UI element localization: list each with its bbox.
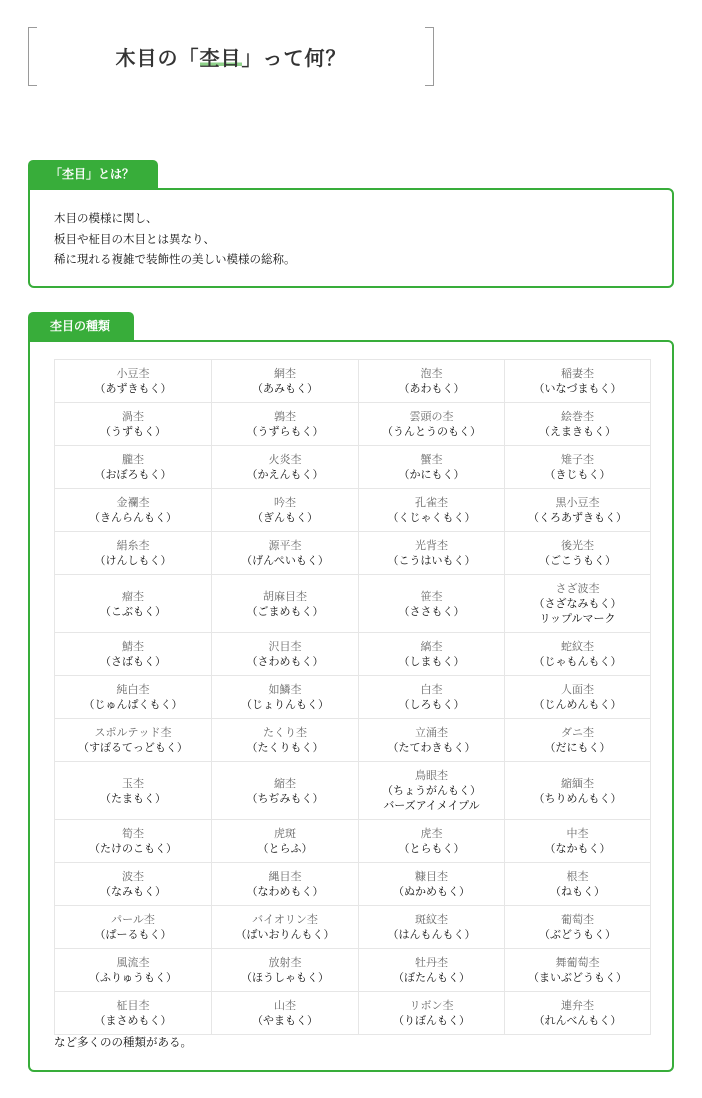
type-name: 中杢 (566, 827, 589, 840)
type-reading: （とらふ） (257, 842, 313, 855)
type-name: 波杢 (122, 870, 144, 883)
type-name: 雲頭の杢 (409, 410, 454, 423)
page-title-frame (28, 27, 434, 86)
table-row (55, 949, 651, 992)
table-cell (359, 762, 505, 820)
type-name: たくり杢 (263, 726, 307, 739)
type-name: 吟杢 (274, 496, 296, 509)
table-cell (505, 949, 651, 992)
title-suffix: 」って何？ (241, 46, 347, 70)
type-reading: （ささもく） (398, 604, 465, 618)
type-reading: （なわめもく） (246, 885, 324, 898)
type-reading: （ちりめんもく） (533, 791, 622, 805)
type-reading: （たけのこもく） (89, 842, 177, 855)
table-cell (212, 489, 359, 532)
table-cell (212, 762, 359, 820)
table-cell (359, 575, 505, 633)
type-reading: （なかもく） (544, 842, 611, 855)
type-name: 葡萄杢 (561, 913, 594, 926)
definition-box (28, 188, 674, 288)
table-cell (55, 403, 212, 446)
type-name: 光背杢 (415, 539, 448, 552)
table-row (55, 906, 651, 949)
type-reading: （うずもく） (100, 425, 166, 438)
type-name: 立涌杢 (415, 726, 448, 739)
type-name: 鶉杢 (274, 410, 296, 423)
type-reading: （あわもく） (398, 382, 465, 395)
type-reading: （たてわきもく） (387, 741, 476, 754)
table-cell (55, 446, 212, 489)
type-reading: （けんしもく） (94, 554, 172, 567)
types-tab-label: 杢目の種類 (28, 312, 134, 340)
type-name: 縄目杢 (268, 870, 302, 883)
type-name: 雉子杢 (561, 453, 594, 466)
table-cell (55, 906, 212, 949)
type-reading: （ちぢみもく） (246, 791, 324, 805)
table-row (55, 820, 651, 863)
table-cell (212, 719, 359, 762)
table-cell (359, 906, 505, 949)
type-reading: （じゅんぱくもく） (83, 698, 183, 711)
type-name: 鯖杢 (122, 640, 144, 653)
table-cell (505, 762, 651, 820)
type-name: 純白杢 (116, 683, 150, 696)
type-name: 胡麻目杢 (263, 589, 307, 603)
type-reading: （しろもく） (398, 698, 465, 711)
type-name: 孔雀杢 (415, 496, 448, 509)
type-reading: （ごまめもく） (246, 604, 324, 618)
types-box (28, 340, 674, 1072)
type-reading: （うずらもく） (246, 425, 324, 438)
type-name: パール杢 (111, 913, 155, 926)
table-cell (359, 489, 505, 532)
type-name: 絵巻杢 (561, 410, 594, 423)
table-row (55, 863, 651, 906)
type-reading: （げんぺいもく） (241, 554, 329, 567)
type-reading: （かにもく） (398, 468, 465, 481)
definition-text (54, 208, 296, 270)
type-reading: （やまもく） (252, 1014, 318, 1027)
type-name: 沢目杢 (268, 640, 302, 653)
table-cell (212, 906, 359, 949)
table-row (55, 489, 651, 532)
type-name: 稲妻杢 (561, 367, 594, 380)
table-cell (212, 403, 359, 446)
table-cell (359, 532, 505, 575)
table-cell (505, 676, 651, 719)
type-reading: （くろあずきもく） (528, 511, 627, 524)
table-cell (359, 820, 505, 863)
type-reading: （ぼたんもく） (393, 971, 470, 984)
type-name: 山杢 (274, 999, 296, 1012)
table-cell (55, 719, 212, 762)
table-cell (505, 575, 651, 633)
table-cell (505, 633, 651, 676)
type-name: 源平杢 (268, 539, 302, 552)
type-name: 如鱗杢 (268, 683, 302, 696)
type-reading: （りぼんもく） (393, 1014, 470, 1027)
type-reading: （くじゃくもく） (387, 511, 476, 524)
type-name: 牡丹杢 (415, 956, 448, 969)
type-name: 放射杢 (268, 956, 302, 969)
type-reading: （ぶどうもく） (539, 928, 616, 941)
type-name: 舞葡萄杢 (555, 956, 600, 969)
type-name: 虎杢 (420, 827, 443, 840)
type-name: 火炎杢 (268, 453, 302, 466)
table-cell (55, 992, 212, 1035)
table-cell (359, 633, 505, 676)
table-cell (212, 633, 359, 676)
type-reading: （こぶもく） (100, 604, 166, 618)
type-reading: （ぱーるもく） (94, 928, 172, 941)
type-reading: （こうはいもく） (387, 554, 476, 567)
type-reading: （ぎんもく） (252, 511, 318, 524)
type-name: 金襴杢 (116, 496, 150, 509)
type-reading: （いなづまもく） (533, 382, 622, 395)
table-row (55, 992, 651, 1035)
definition-line: 稀に現れる複雑で装飾性の美しい模様の総称。 (54, 252, 296, 266)
table-row (55, 446, 651, 489)
type-reading: （まいぶどうもく） (528, 971, 627, 984)
type-name: 瘤杢 (122, 589, 144, 603)
types-footer-note: など多くのの種類がある。 (54, 1035, 192, 1049)
table-cell (55, 532, 212, 575)
type-reading: （まさめもく） (94, 1014, 172, 1027)
type-name: 蟹杢 (420, 453, 443, 466)
type-reading: （はんもんもく） (387, 928, 476, 941)
type-name: 朧杢 (122, 453, 144, 466)
type-reading: （さばもく） (100, 655, 166, 668)
type-reading: （きんらんもく） (89, 511, 177, 524)
table-row (55, 633, 651, 676)
table-cell (212, 863, 359, 906)
type-name: 筍杢 (122, 827, 144, 840)
table-cell (505, 489, 651, 532)
title-highlight: 杢目 (199, 46, 242, 70)
table-cell (212, 532, 359, 575)
type-name: 根杢 (566, 870, 589, 883)
type-reading: （ばいおりんもく） (235, 928, 335, 941)
table-cell (212, 360, 359, 403)
table-cell (55, 575, 212, 633)
table-cell (505, 863, 651, 906)
type-reading: （たまもく） (100, 791, 166, 805)
table-cell (505, 906, 651, 949)
table-row (55, 360, 651, 403)
table-cell (55, 489, 212, 532)
type-reading: （あみもく） (252, 382, 318, 395)
type-name: 風流杢 (116, 956, 150, 969)
table-cell (55, 762, 212, 820)
table-cell (359, 403, 505, 446)
types-table-body (55, 360, 651, 1035)
table-cell (212, 575, 359, 633)
table-cell (359, 949, 505, 992)
type-reading: （なみもく） (100, 885, 166, 898)
table-row (55, 762, 651, 820)
type-name: さざ波杢 (555, 582, 600, 595)
type-name: 蛇紋杢 (561, 640, 594, 653)
type-name: 絹糸杢 (116, 539, 150, 552)
type-name: 連弁杢 (561, 999, 594, 1012)
table-cell (55, 949, 212, 992)
type-reading: （おぼろもく） (94, 468, 172, 481)
type-name: 白杢 (420, 683, 443, 696)
type-reading: （ねもく） (550, 885, 605, 898)
definition-line: 板目や柾目の木目とは異なり、 (54, 231, 215, 246)
type-name: バイオリン杢 (252, 913, 318, 926)
types-section (28, 312, 674, 1072)
table-cell (359, 676, 505, 719)
table-cell (359, 863, 505, 906)
table-row (55, 403, 651, 446)
type-reading: （じょりんもく） (241, 698, 329, 711)
type-name: ダニ杢 (561, 726, 594, 739)
type-reading: （さわめもく） (246, 655, 324, 668)
table-cell (212, 446, 359, 489)
type-reading: （しまもく） (398, 655, 465, 668)
type-reading: （とらもく） (398, 842, 465, 855)
table-cell (55, 633, 212, 676)
type-reading: （れんべんもく） (533, 1014, 622, 1027)
type-name: 斑紋杢 (415, 913, 448, 926)
type-name: 鳥眼杢 (415, 769, 448, 782)
type-name: スポルテッド杢 (94, 726, 172, 739)
type-reading: （じんめんもく） (533, 698, 622, 711)
table-cell (505, 992, 651, 1035)
type-reading: （えまきもく） (539, 425, 616, 438)
table-cell (359, 719, 505, 762)
table-cell (55, 863, 212, 906)
type-name: 小豆杢 (116, 367, 150, 380)
type-name: 黒小豆杢 (555, 496, 600, 509)
table-cell (212, 820, 359, 863)
type-reading: （あずきもく） (94, 382, 172, 395)
type-reading: （ほうしゃもく） (241, 971, 329, 984)
type-name: 網杢 (274, 367, 296, 380)
definition-section (28, 160, 674, 288)
type-name: 縮緬杢 (561, 776, 594, 790)
type-name: 笹杢 (420, 589, 443, 603)
table-row (55, 575, 651, 633)
definition-tab-label: 「杢目」とは？ (28, 160, 158, 188)
type-name: 後光杢 (561, 539, 594, 552)
type-reading: （だにもく） (544, 741, 611, 754)
type-alt-name: バーズアイメイプル (383, 799, 480, 812)
table-cell (55, 820, 212, 863)
type-alt-name: リップルマーク (539, 612, 616, 625)
type-reading: （かえんもく） (246, 468, 324, 481)
type-reading: （すぽるてっどもく） (78, 741, 188, 754)
type-reading: （たくりもく） (246, 741, 324, 754)
types-table (54, 359, 651, 1035)
table-cell (212, 992, 359, 1035)
table-row (55, 719, 651, 762)
definition-line: 木目の模様に関し、 (54, 211, 158, 225)
type-name: 人面杢 (561, 683, 594, 696)
table-cell (55, 360, 212, 403)
table-cell (212, 676, 359, 719)
page-title (28, 42, 434, 71)
table-cell (505, 403, 651, 446)
table-cell (505, 360, 651, 403)
title-prefix: 木目の「 (115, 46, 200, 70)
type-name: リボン杢 (409, 999, 454, 1012)
type-name: 泡杢 (420, 367, 443, 380)
type-reading: （ぬかめもく） (393, 885, 470, 898)
type-name: 縮杢 (274, 776, 296, 790)
type-reading: （うんとうのもく） (382, 425, 481, 438)
type-name: 虎斑 (274, 827, 296, 840)
type-name: 糠目杢 (415, 870, 448, 883)
type-reading: （さざなみもく） (533, 597, 622, 610)
table-cell (359, 992, 505, 1035)
table-cell (505, 446, 651, 489)
table-cell (55, 676, 212, 719)
type-name: 縞杢 (420, 640, 443, 653)
type-reading: （ごこうもく） (539, 554, 616, 567)
table-cell (359, 360, 505, 403)
type-name: 渦杢 (122, 410, 144, 423)
type-reading: （きじもく） (544, 468, 611, 481)
type-reading: （ふりゅうもく） (89, 971, 177, 984)
type-name: 玉杢 (122, 776, 144, 790)
table-row (55, 532, 651, 575)
table-cell (359, 446, 505, 489)
type-name: 柾目杢 (116, 999, 150, 1012)
type-reading: （ちょうがんもく） (382, 784, 481, 797)
table-cell (505, 719, 651, 762)
table-cell (505, 532, 651, 575)
type-reading: （じゃもんもく） (533, 655, 622, 668)
table-cell (212, 949, 359, 992)
table-cell (505, 820, 651, 863)
table-row (55, 676, 651, 719)
